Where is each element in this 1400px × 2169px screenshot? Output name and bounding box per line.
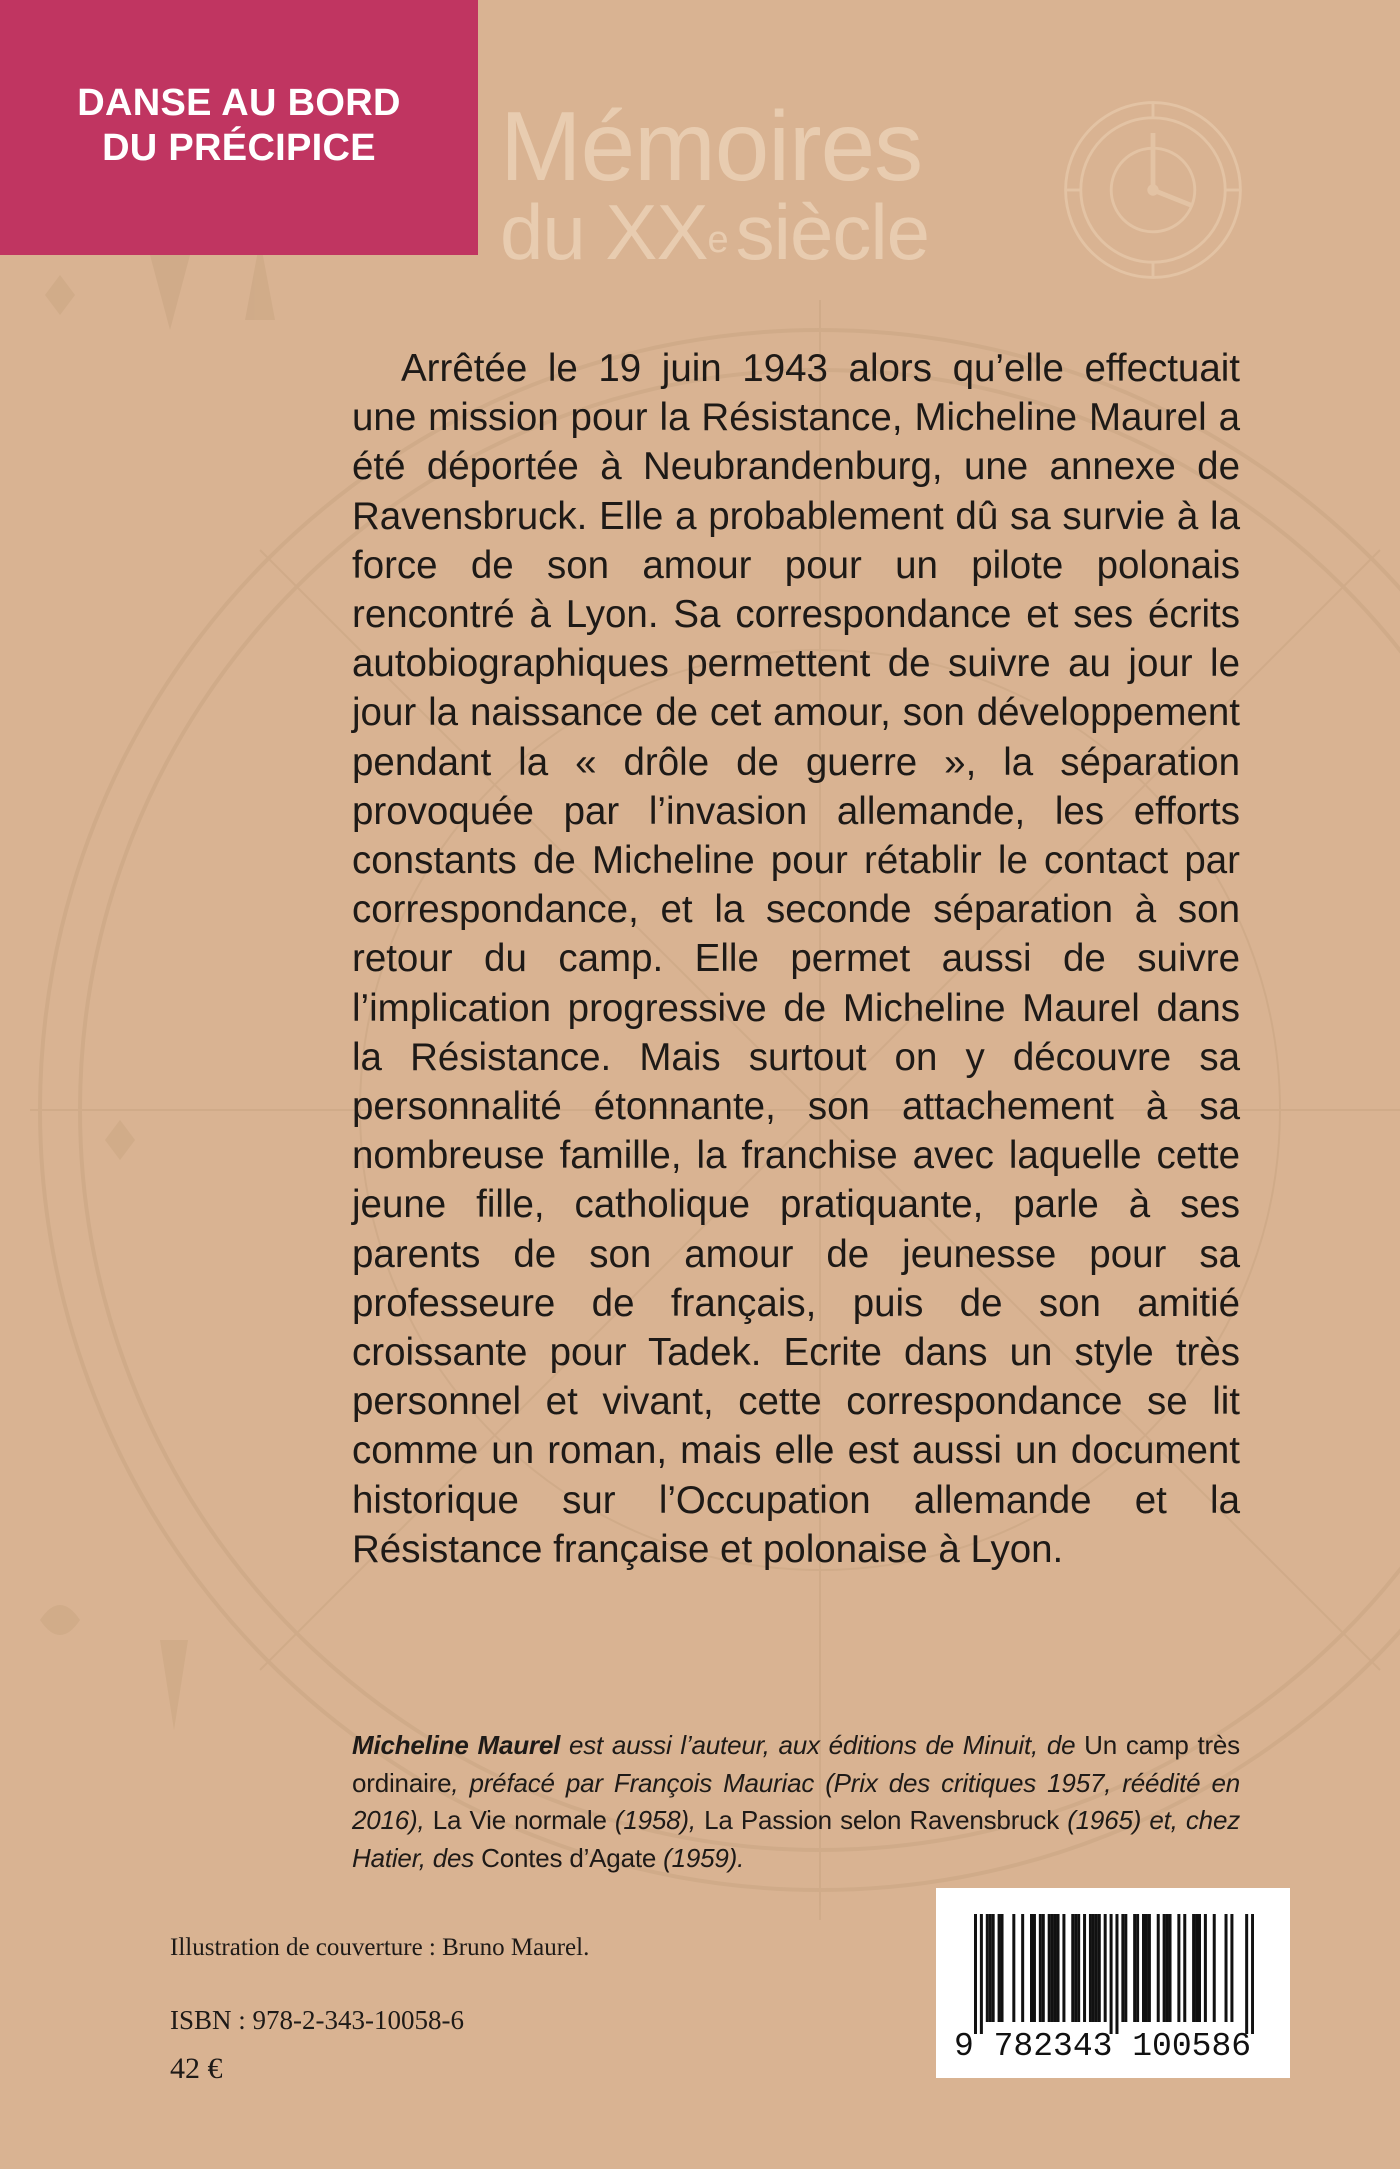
book-title-line1: DANSE AU BORD (77, 81, 401, 124)
author-note-text-1: est aussi l’auteur, aux éditions de Minuit, de (560, 1730, 1085, 1760)
barcode-bar (1001, 1914, 1004, 2022)
barcode-bar (1054, 1914, 1057, 2022)
barcode-bar (1021, 1914, 1024, 2022)
barcode-bar (1225, 1914, 1228, 2022)
barcode-bar (1092, 1914, 1095, 2022)
barcode-bar (1183, 1914, 1186, 2022)
collection-line2-prefix: du XX (500, 188, 708, 276)
barcode-bar (1012, 1914, 1015, 2022)
barcode-bar (1089, 1914, 1092, 2022)
barcode-bar (1124, 1914, 1127, 2022)
barcode-bar (1071, 1914, 1074, 2022)
author-note-text-2: , préfacé par François Mauriac (Prix des critiques 1957, réédité en 2016), (352, 1767, 1240, 1835)
barcode-bar (1198, 1914, 1201, 2022)
barcode-bar (1042, 1914, 1045, 2022)
blurb-text: Arrêtée le 19 juin 1943 alors qu’elle effectuait une mission pour la Résistance, Micheline Maurel a été déportée à Neubrandenburg, une annexe de Ravensbruck. Elle a probablement dû sa survie à la force de son amour pour un pilote polonais rencontré à Lyon. Sa correspondance et ses écrits autobiographiques permettent de suivre au jour le jour la naissance de cet amour, son développement pendant la « drôle de guerre », la séparation provoquée par l’invasion allemande, les efforts constants de Micheline pour rétablir le contact par correspondance, et la seconde séparation à son retour du camp. Elle permet aussi de suivre l’implication progressive de Micheline Maurel dans la Résistance. Mais surtout on y découvre sa personnalité étonnante, son attachement à sa nombreuse famille, la franchise avec laquelle cette jeune fille, catholique pratiquante, parle à ses parents de son amour de jeunesse pour sa professeure de français, puis de son amitié croissante pour Tadek. Ecrite dans un style très personnel et vivant, cette correspondance se lit comme un roman, mais elle est aussi un document historique sur l’Occupation allemande et la Résistance française et polonaise à Lyon. (352, 347, 1240, 1571)
barcode-bars (974, 1914, 1254, 2034)
collection-line1: Mémoires (500, 91, 923, 201)
barcode-bar (1136, 1914, 1139, 2022)
barcode-bar (1166, 1914, 1169, 2022)
author-book-4: Contes d’Agate (481, 1842, 657, 1873)
barcode-bar (1110, 1914, 1113, 2034)
barcode-bar (1148, 1914, 1151, 2022)
author-note-text-4: (1965) et, chez Hatier, des (352, 1805, 1241, 1873)
barcode-bar (998, 1914, 1001, 2022)
barcode-bar (1213, 1914, 1216, 2022)
title-box (0, 0, 478, 255)
author-book-3: La Passion selon Ravensbruck (704, 1805, 1060, 1835)
book-title-line2: DU PRÉCIPICE (102, 126, 376, 169)
barcode-bar (1048, 1914, 1051, 2022)
author-book-1: Un camp très ordinaire (352, 1730, 1240, 1798)
barcode-bar (1074, 1914, 1077, 2022)
author-name: Micheline Maurel (352, 1730, 561, 1760)
barcode-bar (1163, 1914, 1166, 2022)
illustration-credit: Illustration de couverture : Bruno Maurel. (170, 1934, 590, 1961)
barcode-bar (1098, 1914, 1101, 2022)
barcode-bar (1230, 1914, 1233, 2022)
barcode-bar (1133, 1914, 1136, 2022)
collection-line2-sup: e (707, 219, 728, 261)
barcode-digits: 9 782343 100586 (954, 2028, 1252, 2065)
barcode-bar (974, 1914, 977, 2034)
barcode-bar (1245, 1914, 1248, 2034)
author-note-text-3: (1958), (606, 1805, 705, 1835)
barcode-bar (1077, 1914, 1080, 2022)
barcode-bar (980, 1914, 983, 2034)
barcode-bar (989, 1914, 992, 2022)
author-note (352, 1727, 1240, 1877)
barcode-bar (1251, 1914, 1254, 2034)
barcode-bar (1030, 1914, 1033, 2022)
barcode-bar (1095, 1914, 1098, 2022)
barcode-bar (1204, 1914, 1207, 2022)
barcode-bar (1157, 1914, 1160, 2022)
barcode-bar (1062, 1914, 1065, 2022)
author-note-text-5: (1959). (656, 1842, 745, 1873)
barcode-bar (1104, 1914, 1107, 2022)
barcode-bar (1195, 1914, 1198, 2022)
barcode-bar (1121, 1914, 1124, 2022)
barcode-bar (1192, 1914, 1195, 2022)
barcode-bar (1051, 1914, 1054, 2022)
price: 42 € (170, 2052, 223, 2085)
book-title (77, 81, 400, 171)
barcode-bar (992, 1914, 995, 2022)
clock-icon (1058, 95, 1248, 285)
barcode (936, 1888, 1290, 2078)
barcode-bar (1033, 1914, 1036, 2022)
author-book-2: La Vie normale (432, 1805, 607, 1835)
collection-line2-suffix: siècle (735, 188, 930, 276)
barcode-bar (1169, 1914, 1172, 2022)
barcode-bar (1177, 1914, 1180, 2022)
collection-name (500, 91, 1060, 276)
barcode-bar (1142, 1914, 1145, 2022)
barcode-bar (1145, 1914, 1148, 2022)
collection-line2 (500, 188, 1060, 276)
barcode-bar (1039, 1914, 1042, 2022)
barcode-bar (1115, 1914, 1118, 2034)
barcode-bar (986, 1914, 989, 2022)
barcode-bar (1083, 1914, 1086, 2022)
barcode-bar (1057, 1914, 1060, 2022)
isbn: ISBN : 978-2-343-10058-6 (170, 2005, 464, 2035)
